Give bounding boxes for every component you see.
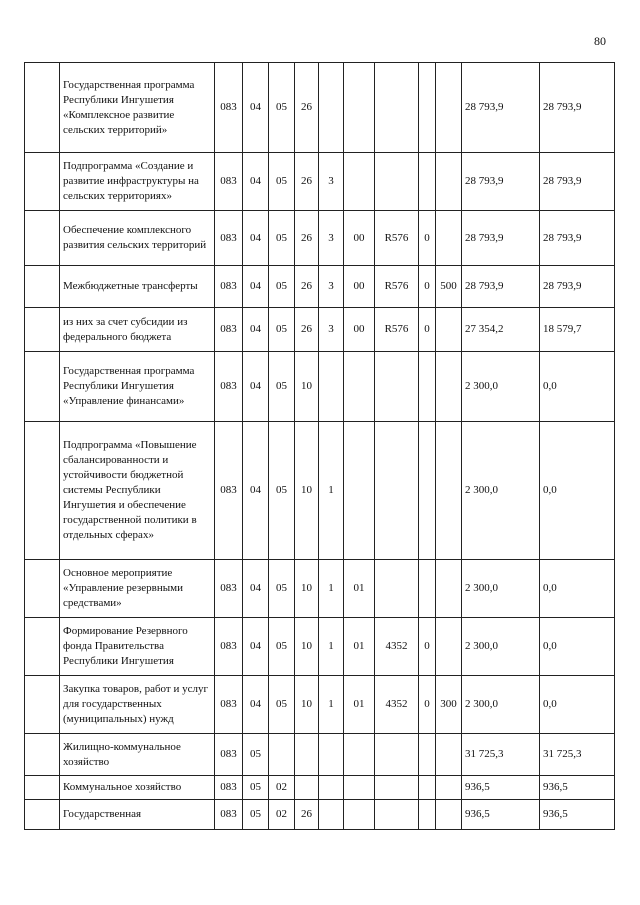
code-cell-c3 (269, 734, 295, 776)
code-cell-c2: 04 (243, 560, 269, 618)
row-name: Государственная программа Республики Ингушетия «Управление финансами» (60, 352, 215, 422)
amount-v2: 0,0 (540, 618, 615, 676)
table-row (25, 676, 615, 734)
code-cell-c6: 01 (344, 560, 375, 618)
code-cell-c7 (375, 776, 419, 800)
code-cell-c2: 05 (243, 800, 269, 830)
code-cell-c4: 10 (295, 676, 319, 734)
code-cell-c8: 0 (419, 211, 436, 266)
code-cell-c7 (375, 63, 419, 153)
code-cell-c4 (295, 734, 319, 776)
code-cell-c7 (375, 352, 419, 422)
amount-v1: 27 354,2 (462, 308, 540, 352)
code-cell-c3: 05 (269, 63, 295, 153)
code-cell-c3: 05 (269, 211, 295, 266)
row-blank-cell (25, 618, 60, 676)
code-cell-c4: 26 (295, 153, 319, 211)
code-cell-c3: 05 (269, 422, 295, 560)
amount-v2: 28 793,9 (540, 63, 615, 153)
row-blank-cell (25, 153, 60, 211)
amount-v2: 0,0 (540, 676, 615, 734)
code-cell-c3: 02 (269, 800, 295, 830)
code-cell-c6 (344, 153, 375, 211)
code-cell-c6: 01 (344, 618, 375, 676)
amount-v2: 0,0 (540, 422, 615, 560)
code-cell-c8 (419, 422, 436, 560)
code-cell-c6 (344, 352, 375, 422)
code-cell-c8 (419, 352, 436, 422)
code-cell-c3: 05 (269, 308, 295, 352)
table-row (25, 618, 615, 676)
amount-v1: 2 300,0 (462, 422, 540, 560)
code-cell-c7: R576 (375, 266, 419, 308)
code-cell-c5: 1 (319, 676, 344, 734)
table-row (25, 308, 615, 352)
code-cell-c9 (436, 800, 462, 830)
amount-v2: 18 579,7 (540, 308, 615, 352)
code-cell-c2: 04 (243, 308, 269, 352)
code-cell-c7 (375, 800, 419, 830)
code-cell-c5 (319, 776, 344, 800)
code-cell-c8 (419, 63, 436, 153)
table-row (25, 422, 615, 560)
code-cell-c4: 10 (295, 422, 319, 560)
amount-v2: 936,5 (540, 776, 615, 800)
code-cell-c1: 083 (215, 308, 243, 352)
code-cell-c4 (295, 776, 319, 800)
row-blank-cell (25, 422, 60, 560)
code-cell-c1: 083 (215, 560, 243, 618)
code-cell-c9 (436, 63, 462, 153)
table-row (25, 266, 615, 308)
amount-v1: 31 725,3 (462, 734, 540, 776)
row-name: Обеспечение комплексного развития сельских территорий (60, 211, 215, 266)
row-blank-cell (25, 308, 60, 352)
amount-v1: 28 793,9 (462, 63, 540, 153)
code-cell-c6 (344, 422, 375, 560)
code-cell-c5: 1 (319, 560, 344, 618)
table-row (25, 352, 615, 422)
table-row (25, 211, 615, 266)
code-cell-c9 (436, 618, 462, 676)
code-cell-c8 (419, 153, 436, 211)
row-name: Подпрограмма «Создание и развитие инфраструктуры на сельских территориях» (60, 153, 215, 211)
code-cell-c4: 10 (295, 618, 319, 676)
code-cell-c5: 3 (319, 153, 344, 211)
row-blank-cell (25, 211, 60, 266)
code-cell-c7 (375, 153, 419, 211)
code-cell-c1: 083 (215, 352, 243, 422)
code-cell-c8: 0 (419, 676, 436, 734)
code-cell-c2: 04 (243, 211, 269, 266)
row-name: Государственная (60, 800, 215, 830)
code-cell-c7 (375, 734, 419, 776)
row-name: Основное мероприятие «Управление резервными средствами» (60, 560, 215, 618)
code-cell-c2: 04 (243, 63, 269, 153)
code-cell-c8 (419, 734, 436, 776)
row-blank-cell (25, 776, 60, 800)
code-cell-c5: 3 (319, 308, 344, 352)
amount-v1: 936,5 (462, 800, 540, 830)
amount-v2: 28 793,9 (540, 266, 615, 308)
row-name: Закупка товаров, работ и услуг для государственных (муниципальных) нужд (60, 676, 215, 734)
table-row (25, 734, 615, 776)
row-name: Подпрограмма «Повышение сбалансированности и устойчивости бюджетной системы Республики Ингушетия и обеспечение государственной политики в отдельных сферах» (60, 422, 215, 560)
amount-v1: 936,5 (462, 776, 540, 800)
code-cell-c2: 04 (243, 153, 269, 211)
row-blank-cell (25, 676, 60, 734)
budget-table (24, 62, 615, 830)
code-cell-c5: 1 (319, 422, 344, 560)
code-cell-c7: 4352 (375, 676, 419, 734)
code-cell-c8: 0 (419, 618, 436, 676)
amount-v1: 28 793,9 (462, 266, 540, 308)
code-cell-c7 (375, 422, 419, 560)
code-cell-c2: 04 (243, 266, 269, 308)
code-cell-c9 (436, 734, 462, 776)
amount-v1: 2 300,0 (462, 352, 540, 422)
code-cell-c7: R576 (375, 308, 419, 352)
code-cell-c9 (436, 422, 462, 560)
code-cell-c4: 10 (295, 560, 319, 618)
code-cell-c1: 083 (215, 63, 243, 153)
code-cell-c9 (436, 211, 462, 266)
code-cell-c5 (319, 352, 344, 422)
amount-v2: 28 793,9 (540, 153, 615, 211)
code-cell-c9: 500 (436, 266, 462, 308)
code-cell-c6: 00 (344, 266, 375, 308)
code-cell-c1: 083 (215, 211, 243, 266)
code-cell-c5 (319, 734, 344, 776)
code-cell-c7: 4352 (375, 618, 419, 676)
code-cell-c1: 083 (215, 776, 243, 800)
code-cell-c6 (344, 63, 375, 153)
code-cell-c3: 05 (269, 352, 295, 422)
code-cell-c3: 02 (269, 776, 295, 800)
table-row (25, 800, 615, 830)
code-cell-c9 (436, 153, 462, 211)
code-cell-c7: R576 (375, 211, 419, 266)
code-cell-c4: 26 (295, 211, 319, 266)
table-row (25, 153, 615, 211)
amount-v1: 28 793,9 (462, 153, 540, 211)
code-cell-c1: 083 (215, 618, 243, 676)
row-name: Жилищно-коммунальное хозяйство (60, 734, 215, 776)
code-cell-c9 (436, 560, 462, 618)
code-cell-c4: 26 (295, 63, 319, 153)
code-cell-c9 (436, 308, 462, 352)
row-name: Государственная программа Республики Ингушетия «Комплексное развитие сельских территорий» (60, 63, 215, 153)
code-cell-c8: 0 (419, 266, 436, 308)
amount-v2: 31 725,3 (540, 734, 615, 776)
page-number: 80 (594, 34, 606, 48)
code-cell-c8 (419, 800, 436, 830)
amount-v2: 28 793,9 (540, 211, 615, 266)
code-cell-c5: 3 (319, 266, 344, 308)
code-cell-c1: 083 (215, 676, 243, 734)
code-cell-c1: 083 (215, 153, 243, 211)
table-row (25, 776, 615, 800)
code-cell-c1: 083 (215, 422, 243, 560)
code-cell-c2: 04 (243, 676, 269, 734)
code-cell-c8 (419, 776, 436, 800)
row-name: Формирование Резервного фонда Правительства Республики Ингушетия (60, 618, 215, 676)
code-cell-c3: 05 (269, 153, 295, 211)
code-cell-c4: 26 (295, 266, 319, 308)
code-cell-c8 (419, 560, 436, 618)
code-cell-c8: 0 (419, 308, 436, 352)
code-cell-c6: 00 (344, 211, 375, 266)
code-cell-c1: 083 (215, 800, 243, 830)
code-cell-c5: 1 (319, 618, 344, 676)
code-cell-c3: 05 (269, 266, 295, 308)
code-cell-c9 (436, 352, 462, 422)
code-cell-c3: 05 (269, 560, 295, 618)
code-cell-c2: 04 (243, 352, 269, 422)
code-cell-c6: 01 (344, 676, 375, 734)
code-cell-c1: 083 (215, 266, 243, 308)
row-blank-cell (25, 800, 60, 830)
row-blank-cell (25, 734, 60, 776)
amount-v1: 2 300,0 (462, 560, 540, 618)
row-blank-cell (25, 352, 60, 422)
code-cell-c1: 083 (215, 734, 243, 776)
amount-v2: 936,5 (540, 800, 615, 830)
row-name: из них за счет субсидии из федерального бюджета (60, 308, 215, 352)
code-cell-c2: 05 (243, 776, 269, 800)
amount-v1: 2 300,0 (462, 618, 540, 676)
code-cell-c6: 00 (344, 308, 375, 352)
row-blank-cell (25, 560, 60, 618)
code-cell-c6 (344, 776, 375, 800)
code-cell-c4: 26 (295, 800, 319, 830)
amount-v1: 2 300,0 (462, 676, 540, 734)
code-cell-c3: 05 (269, 676, 295, 734)
row-blank-cell (25, 63, 60, 153)
amount-v1: 28 793,9 (462, 211, 540, 266)
code-cell-c2: 04 (243, 422, 269, 560)
amount-v2: 0,0 (540, 560, 615, 618)
code-cell-c6 (344, 800, 375, 830)
code-cell-c6 (344, 734, 375, 776)
row-name: Межбюджетные трансферты (60, 266, 215, 308)
code-cell-c7 (375, 560, 419, 618)
code-cell-c9 (436, 776, 462, 800)
code-cell-c2: 05 (243, 734, 269, 776)
table-row (25, 560, 615, 618)
code-cell-c5 (319, 63, 344, 153)
code-cell-c2: 04 (243, 618, 269, 676)
row-name: Коммунальное хозяйство (60, 776, 215, 800)
row-blank-cell (25, 266, 60, 308)
code-cell-c3: 05 (269, 618, 295, 676)
code-cell-c9: 300 (436, 676, 462, 734)
code-cell-c5: 3 (319, 211, 344, 266)
code-cell-c4: 26 (295, 308, 319, 352)
code-cell-c5 (319, 800, 344, 830)
amount-v2: 0,0 (540, 352, 615, 422)
table-row (25, 63, 615, 153)
code-cell-c4: 10 (295, 352, 319, 422)
